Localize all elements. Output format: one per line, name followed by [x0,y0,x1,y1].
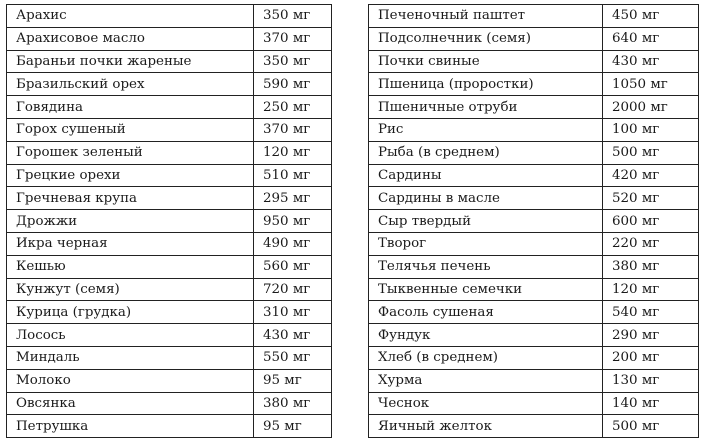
food-name-cell: Тыквенные семечки [369,278,603,301]
amount-cell: 490 мг [254,232,332,255]
table-row [369,278,699,301]
amount-cell: 430 мг [603,50,699,73]
table-row [7,232,332,255]
table-row [369,118,699,141]
food-name-cell: Сардины в масле [369,187,603,210]
amount-cell: 950 мг [254,210,332,233]
amount-cell: 450 мг [603,5,699,28]
food-name-cell: Хурма [369,369,603,392]
table-row [369,141,699,164]
table-row [369,369,699,392]
amount-cell: 220 мг [603,232,699,255]
amount-cell: 100 мг [603,118,699,141]
amount-cell: 560 мг [254,255,332,278]
amount-cell: 370 мг [254,118,332,141]
table-row [7,415,332,438]
amount-cell: 140 мг [603,392,699,415]
food-name-cell: Сардины [369,164,603,187]
food-name-cell: Арахисовое масло [7,27,254,50]
table-row [369,324,699,347]
table-row [7,5,332,28]
food-name-cell: Творог [369,232,603,255]
table-row [7,50,332,73]
amount-cell: 520 мг [603,187,699,210]
food-name-cell: Курица (грудка) [7,301,254,324]
food-name-cell: Хлеб (в среднем) [369,346,603,369]
food-name-cell: Икра черная [7,232,254,255]
amount-cell: 600 мг [603,210,699,233]
amount-cell: 350 мг [254,5,332,28]
table-row [7,141,332,164]
amount-cell: 540 мг [603,301,699,324]
table-row [7,73,332,96]
table-row [369,96,699,119]
amount-cell: 380 мг [254,392,332,415]
amount-cell: 510 мг [254,164,332,187]
table-row [369,27,699,50]
amount-cell: 310 мг [254,301,332,324]
left-table-body [7,5,332,438]
amount-cell: 380 мг [603,255,699,278]
food-name-cell: Горох сушеный [7,118,254,141]
food-name-cell: Фундук [369,324,603,347]
food-name-cell: Молоко [7,369,254,392]
table-row [7,164,332,187]
table-row [7,324,332,347]
food-name-cell: Печеночный паштет [369,5,603,28]
amount-cell: 95 мг [254,369,332,392]
table-row [7,96,332,119]
amount-cell: 370 мг [254,27,332,50]
table-row [369,255,699,278]
amount-cell: 290 мг [603,324,699,347]
amount-cell: 500 мг [603,415,699,438]
food-name-cell: Пшеничные отруби [369,96,603,119]
table-row [369,164,699,187]
food-name-cell: Фасоль сушеная [369,301,603,324]
table-row [7,392,332,415]
food-name-cell: Подсолнечник (семя) [369,27,603,50]
food-name-cell: Кешью [7,255,254,278]
table-row [369,301,699,324]
food-name-cell: Рыба (в среднем) [369,141,603,164]
right-table-body [369,5,699,438]
amount-cell: 1050 мг [603,73,699,96]
table-row [369,210,699,233]
table-row [369,50,699,73]
amount-cell: 590 мг [254,73,332,96]
amount-cell: 640 мг [603,27,699,50]
food-name-cell: Телячья печень [369,255,603,278]
table-row [7,210,332,233]
table-row [7,255,332,278]
amount-cell: 95 мг [254,415,332,438]
table-row [369,232,699,255]
food-name-cell: Петрушка [7,415,254,438]
food-name-cell: Овсянка [7,392,254,415]
food-name-cell: Сыр твердый [369,210,603,233]
table-row [369,187,699,210]
food-name-cell: Миндаль [7,346,254,369]
amount-cell: 420 мг [603,164,699,187]
table-row [369,5,699,28]
food-name-cell: Кунжут (семя) [7,278,254,301]
table-row [7,346,332,369]
food-name-cell: Лосось [7,324,254,347]
amount-cell: 120 мг [603,278,699,301]
amount-cell: 2000 мг [603,96,699,119]
food-name-cell: Почки свиные [369,50,603,73]
table-row [7,187,332,210]
food-name-cell: Говядина [7,96,254,119]
amount-cell: 500 мг [603,141,699,164]
amount-cell: 130 мг [603,369,699,392]
amount-cell: 295 мг [254,187,332,210]
table-row [369,392,699,415]
table-row [369,346,699,369]
table-row [7,278,332,301]
amount-cell: 720 мг [254,278,332,301]
table-row [369,415,699,438]
amount-cell: 430 мг [254,324,332,347]
amount-cell: 200 мг [603,346,699,369]
table-row [7,369,332,392]
right-food-table [368,4,699,438]
food-name-cell: Бараньи почки жареные [7,50,254,73]
table-row [7,27,332,50]
food-name-cell: Гречневая крупа [7,187,254,210]
food-name-cell: Рис [369,118,603,141]
food-name-cell: Чеснок [369,392,603,415]
food-name-cell: Арахис [7,5,254,28]
amount-cell: 550 мг [254,346,332,369]
amount-cell: 250 мг [254,96,332,119]
table-row [369,73,699,96]
amount-cell: 350 мг [254,50,332,73]
table-row [7,118,332,141]
food-name-cell: Дрожжи [7,210,254,233]
left-food-table [6,4,332,438]
food-name-cell: Яичный желток [369,415,603,438]
food-name-cell: Пшеница (проростки) [369,73,603,96]
table-row [7,301,332,324]
amount-cell: 120 мг [254,141,332,164]
food-name-cell: Грецкие орехи [7,164,254,187]
food-name-cell: Горошек зеленый [7,141,254,164]
food-name-cell: Бразильский орех [7,73,254,96]
